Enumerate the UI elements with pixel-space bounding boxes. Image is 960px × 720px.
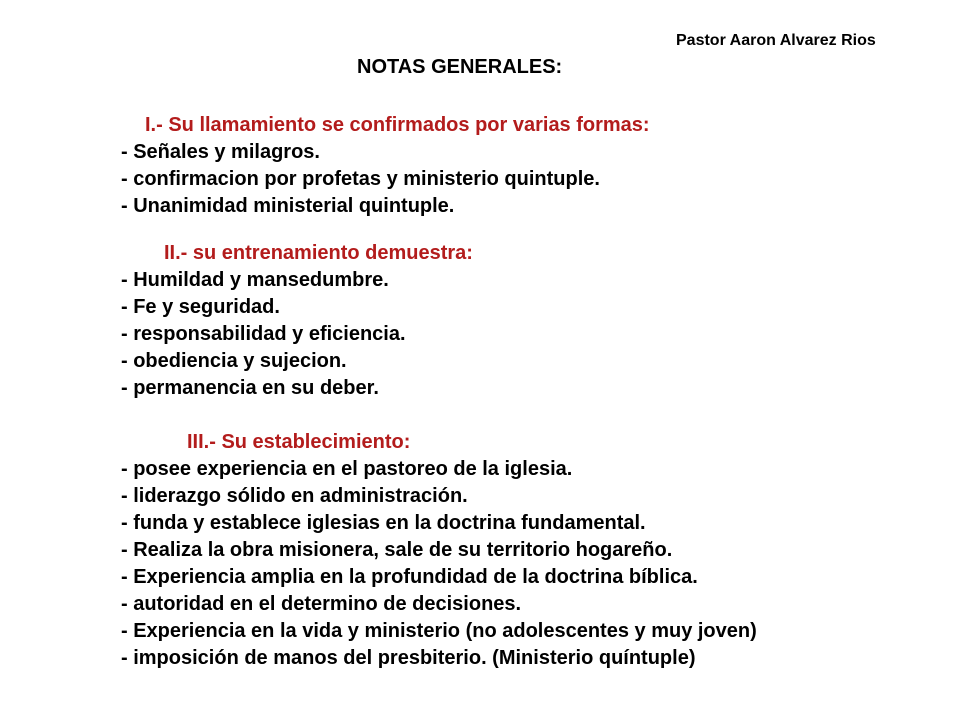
section-entrenamiento [121,239,921,402]
list-item: - funda y establece iglesias en la doctrina fundamental. [121,512,646,534]
list-item: - posee experiencia en el pastoreo de la iglesia. [121,458,573,480]
section-heading: II.- su entrenamiento demuestra: [164,242,473,264]
list-item: - Realiza la obra misionera, sale de su territorio hogareño. [121,539,673,561]
list-item: - imposición de manos del presbiterio. (Ministerio quíntuple) [121,647,696,669]
section-establecimiento [121,428,921,672]
page-title: NOTAS GENERALES: [357,56,563,78]
section-heading: I.- Su llamamiento se confirmados por varias formas: [145,114,650,136]
list-item: - Señales y milagros. [121,141,320,163]
list-item: - Fe y seguridad. [121,296,280,318]
list-item: - responsabilidad y eficiencia. [121,323,406,345]
section-heading: III.- Su establecimiento: [187,431,411,453]
list-item: - Unanimidad ministerial quintuple. [121,195,455,217]
list-item: - Experiencia amplia en la profundidad de la doctrina bíblica. [121,566,698,588]
list-item: - Experiencia en la vida y ministerio (no adolescentes y muy joven) [121,620,757,642]
list-item: - autoridad en el determino de decisiones. [121,593,522,615]
author-name: Pastor Aaron Alvarez Rios [676,32,876,49]
list-item: - Humildad y mansedumbre. [121,269,389,291]
list-item: - obediencia y sujecion. [121,350,347,372]
list-item: - confirmacion por profetas y ministerio quintuple. [121,168,600,190]
list-item: - liderazgo sólido en administración. [121,485,468,507]
section-llamamiento [121,111,921,220]
list-item: - permanencia en su deber. [121,377,379,399]
